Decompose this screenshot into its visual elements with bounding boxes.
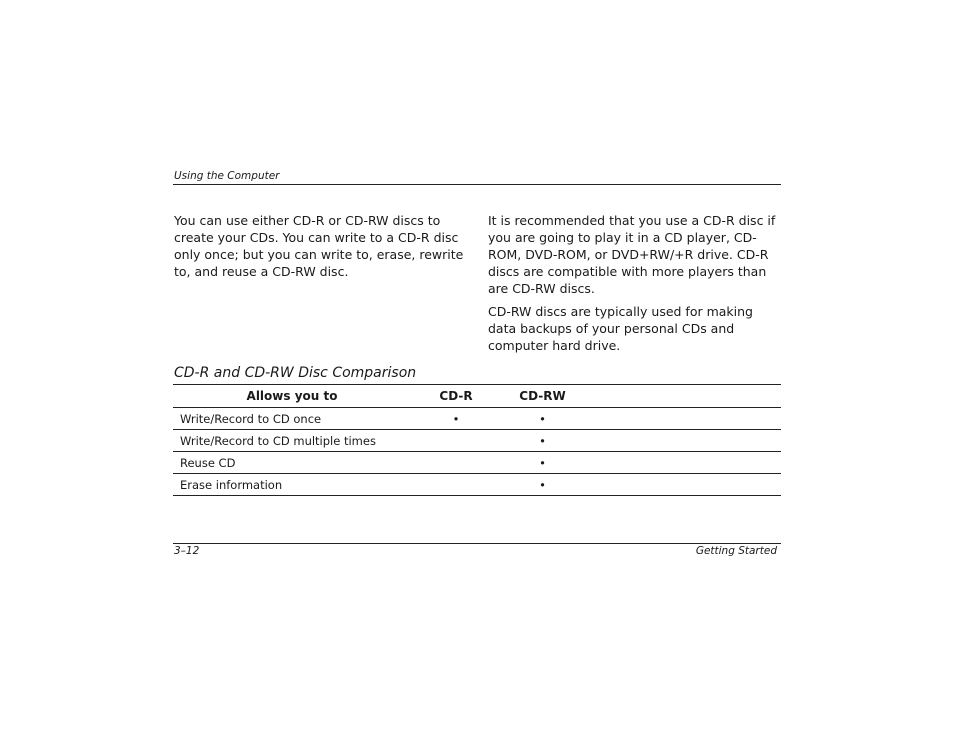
spacer-cell <box>584 430 781 452</box>
cdrw-cell: • <box>501 474 584 496</box>
column-header-cdrw: CD-RW <box>501 385 584 408</box>
cdrw-cell: • <box>501 430 584 452</box>
column-header-spacer <box>584 385 781 408</box>
feature-cell: Write/Record to CD once <box>173 408 411 430</box>
footer-rule <box>173 543 781 544</box>
paragraph: It is recommended that you use a CD-R disc if you are going to play it in a CD player, CD-ROM, DVD-ROM, or DVD+RW/+R drive. CD-R discs are compatible with more players than are CD-RW discs. <box>488 213 776 296</box>
table-row <box>173 452 781 474</box>
cdr-cell <box>411 452 501 474</box>
table-header-row <box>173 385 781 408</box>
table-row <box>173 474 781 496</box>
table-row <box>173 408 781 430</box>
column-header-allows: Allows you to <box>173 385 411 408</box>
paragraph: You can use either CD-R or CD-RW discs to create your CDs. You can write to a CD-R disc only once; but you can write to, erase, rewrite to, and reuse a CD-RW disc. <box>174 213 464 279</box>
cdr-cell: • <box>411 408 501 430</box>
cdrw-cell: • <box>501 452 584 474</box>
right-column <box>488 212 780 360</box>
header-rule <box>173 184 781 185</box>
cdrw-cell: • <box>501 408 584 430</box>
page-number: 3–12 <box>174 545 200 557</box>
book-title: Getting Started <box>695 545 777 557</box>
running-header: Using the Computer <box>174 170 280 182</box>
cdr-cell <box>411 430 501 452</box>
left-column <box>174 212 466 286</box>
feature-cell: Erase information <box>173 474 411 496</box>
feature-cell: Reuse CD <box>173 452 411 474</box>
feature-cell: Write/Record to CD multiple times <box>173 430 411 452</box>
spacer-cell <box>584 452 781 474</box>
table-row <box>173 430 781 452</box>
cdr-cell <box>411 474 501 496</box>
paragraph: CD-RW discs are typically used for making data backups of your personal CDs and computer hard drive. <box>488 304 753 353</box>
spacer-cell <box>584 474 781 496</box>
table-title: CD-R and CD-RW Disc Comparison <box>174 365 417 381</box>
comparison-table <box>173 384 781 496</box>
column-header-cdr: CD-R <box>411 385 501 408</box>
spacer-cell <box>584 408 781 430</box>
